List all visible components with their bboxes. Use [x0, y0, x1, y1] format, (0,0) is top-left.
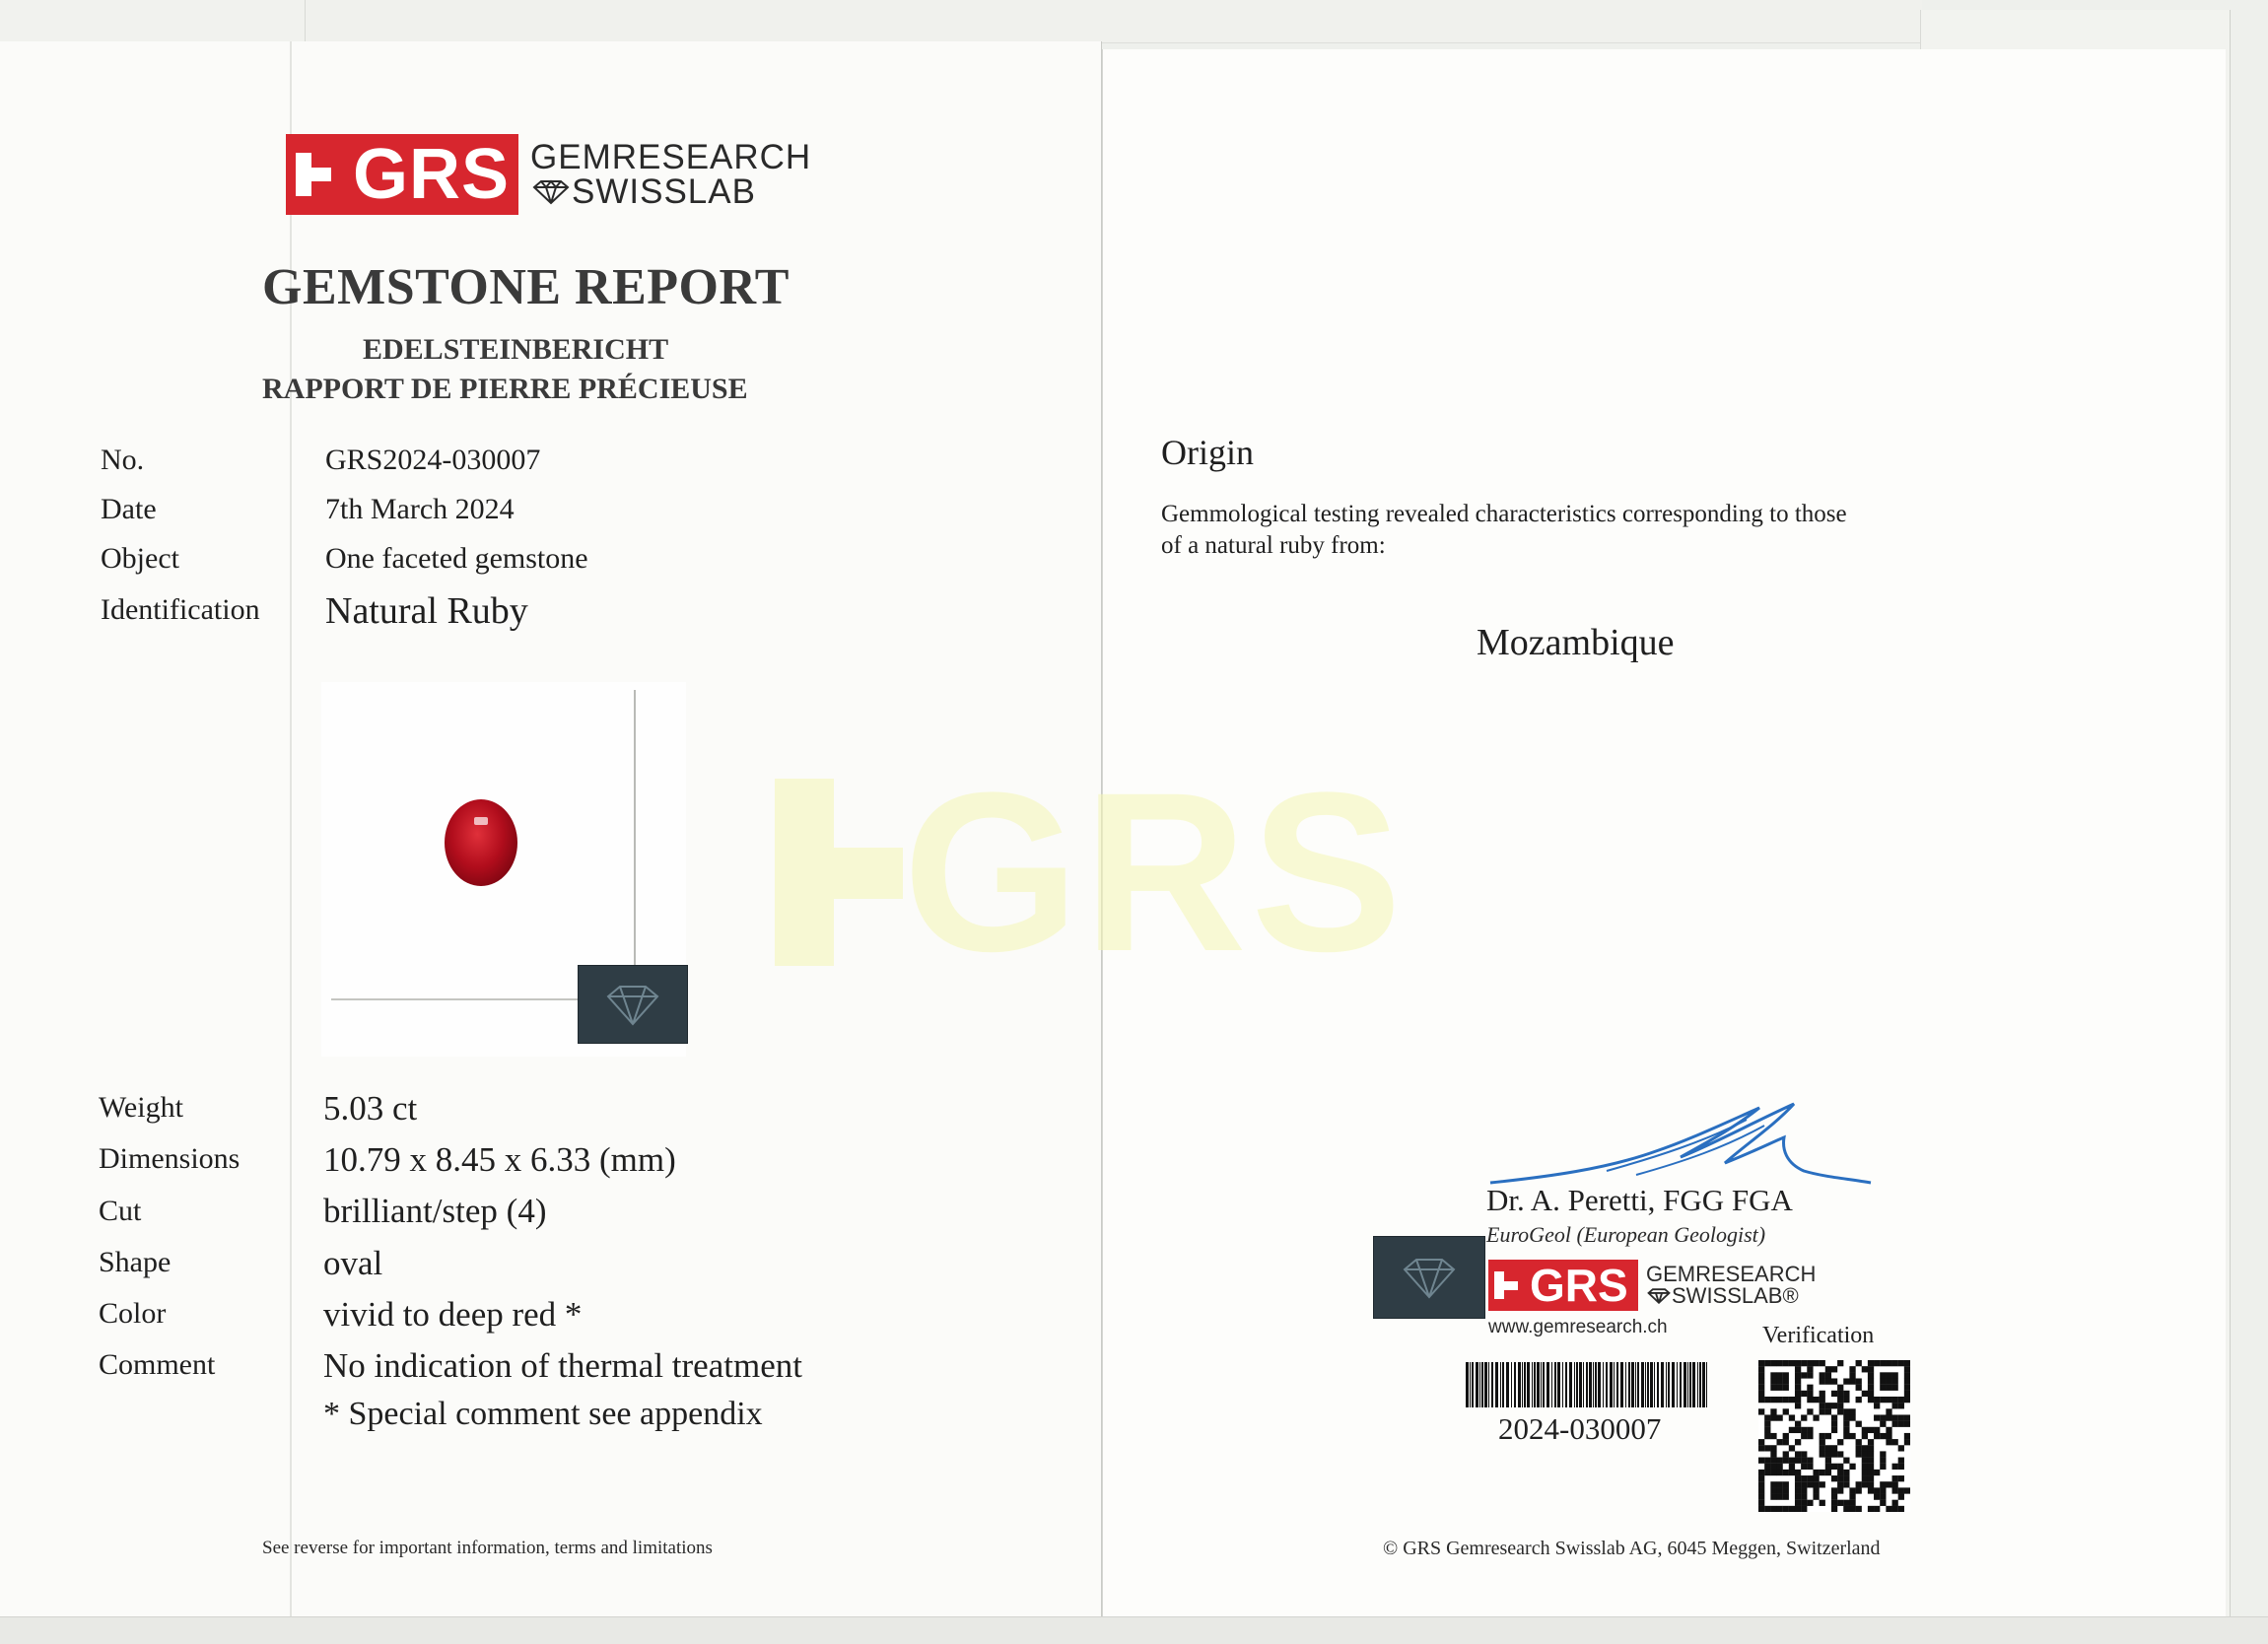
- bottom-paper-edge: [0, 1616, 2268, 1644]
- property-value-weight: 5.03 ct: [323, 1089, 418, 1128]
- property-label-weight: Weight: [99, 1091, 183, 1124]
- swiss-cross-icon: [296, 153, 339, 196]
- grs-logo-small-wordmark: [1646, 1264, 1816, 1307]
- detail-value-object: One faceted gemstone: [325, 542, 588, 575]
- property-label-comment: Comment: [99, 1348, 216, 1381]
- property-label-shape: Shape: [99, 1246, 172, 1278]
- origin-statement-line2: of a natural ruby from:: [1161, 532, 1386, 559]
- detail-label-date: Date: [101, 493, 157, 525]
- security-hologram-small-icon: [1373, 1236, 1485, 1319]
- terms-footnote: See reverse for important information, terms and limitations: [262, 1538, 713, 1558]
- property-value-shape: oval: [323, 1244, 383, 1282]
- logo-line1: GEMRESEARCH: [530, 138, 812, 176]
- detail-label-number: No.: [101, 444, 145, 476]
- grs-logo-text: GRS: [353, 135, 511, 214]
- swiss-cross-small-icon: [1494, 1271, 1522, 1299]
- origin-country: Mozambique: [1477, 622, 1675, 663]
- special-comment-note: * Special comment see appendix: [323, 1396, 763, 1432]
- signature-icon: [1488, 1092, 1873, 1191]
- diamond-icon: [530, 179, 572, 205]
- swiss-cross-watermark-icon: [775, 779, 903, 966]
- grs-logo-badge: [286, 134, 518, 215]
- photo-horizontal-line: [331, 998, 578, 1000]
- property-value-comment: No indication of thermal treatment: [323, 1346, 802, 1385]
- website-link[interactable]: www.gemresearch.ch: [1488, 1317, 1668, 1337]
- origin-statement-line1: Gemmological testing revealed characteristics corresponding to those: [1161, 501, 1847, 527]
- detail-label-identification: Identification: [101, 593, 260, 626]
- detail-value-number: GRS2024-030007: [325, 444, 541, 476]
- top-paper-edge: [306, 0, 1922, 43]
- copyright-footer: © GRS Gemresearch Swisslab AG, 6045 Meggen, Switzerland: [1383, 1538, 1881, 1559]
- photo-vertical-line: [634, 690, 636, 1003]
- report-subtitle-fr: RAPPORT DE PIERRE PRÉCIEUSE: [262, 373, 748, 405]
- ruby-gemstone-image: [445, 799, 517, 886]
- grs-logo-wordmark: [530, 140, 811, 209]
- grs-logo-small: [1488, 1260, 1816, 1311]
- watermark-text: GRS: [903, 745, 1407, 998]
- property-label-dimensions: Dimensions: [99, 1142, 241, 1175]
- grs-logo: [286, 134, 811, 215]
- verification-qr-code-icon[interactable]: [1758, 1360, 1910, 1512]
- property-value-color: vivid to deep red *: [323, 1295, 583, 1334]
- grs-logo-small-text: GRS: [1530, 1260, 1628, 1311]
- barcode-icon: [1466, 1362, 1712, 1407]
- detail-label-object: Object: [101, 542, 179, 575]
- signer-title: EuroGeol (European Geologist): [1486, 1222, 1766, 1247]
- logo-small-line2: SWISSLAB®: [1672, 1283, 1799, 1308]
- property-label-color: Color: [99, 1297, 167, 1330]
- detail-value-date: 7th March 2024: [325, 493, 515, 525]
- diamond-small-icon: [1646, 1288, 1672, 1304]
- logo-small-line1: GEMRESEARCH: [1646, 1262, 1817, 1286]
- detail-value-identification: Natural Ruby: [325, 590, 528, 632]
- security-hologram-icon: [578, 965, 688, 1044]
- report-title: GEMSTONE REPORT: [262, 259, 790, 315]
- logo-line2: SWISSLAB: [572, 172, 756, 211]
- origin-heading: Origin: [1161, 433, 1254, 472]
- property-label-cut: Cut: [99, 1195, 142, 1227]
- verification-label: Verification: [1762, 1323, 1875, 1348]
- barcode-number: 2024-030007: [1498, 1411, 1662, 1446]
- grs-logo-small-badge: [1488, 1260, 1638, 1311]
- grs-watermark: [775, 745, 1407, 998]
- property-value-cut: brilliant/step (4): [323, 1192, 547, 1230]
- report-subtitle-de: EDELSTEINBERICHT: [363, 333, 669, 366]
- property-value-dimensions: 10.79 x 8.45 x 6.33 (mm): [323, 1140, 676, 1179]
- signer-name: Dr. A. Peretti, FGG FGA: [1486, 1183, 1793, 1217]
